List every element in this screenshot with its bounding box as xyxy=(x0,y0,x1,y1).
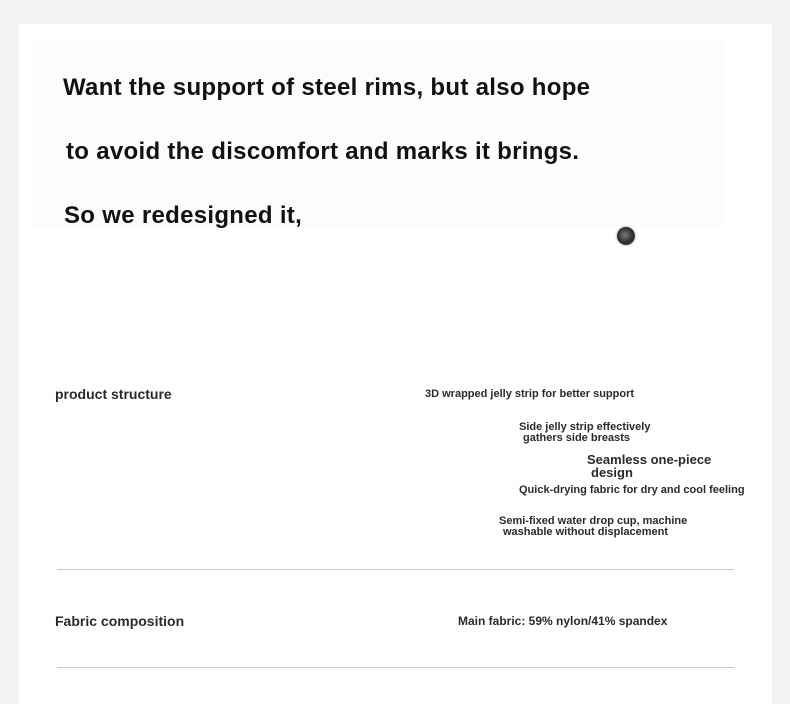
feature-jelly-strip xyxy=(425,389,634,400)
feature-line: design xyxy=(591,465,633,480)
feature-line: Seamless one-piece xyxy=(587,452,712,467)
headline-line-1: Want the support of steel rims, but also hope xyxy=(63,74,591,101)
divider xyxy=(57,667,734,668)
headline-line-3: So we redesigned it, xyxy=(64,202,303,229)
feature-line: washable without displacement xyxy=(503,526,669,538)
feature-line: gathers side breasts xyxy=(523,432,630,444)
feature-seamless xyxy=(587,453,711,479)
product-structure-label: product structure xyxy=(55,386,172,402)
product-dot-icon xyxy=(617,227,635,245)
fabric-composition-value: Main fabric: 59% nylon/41% spandex xyxy=(458,614,668,628)
feature-side-jelly xyxy=(519,422,650,444)
fabric-composition-label: Fabric composition xyxy=(55,613,185,629)
feature-quick-drying xyxy=(519,485,745,496)
feature-line: Semi-fixed water drop cup, machine xyxy=(499,515,688,527)
feature-water-drop-cup xyxy=(499,516,687,538)
headline-box xyxy=(31,39,725,227)
feature-line: Side jelly strip effectively xyxy=(519,421,651,433)
divider xyxy=(57,569,734,570)
feature-line: 3D wrapped jelly strip for better support xyxy=(425,388,635,400)
headline-line-2: to avoid the discomfort and marks it brings. xyxy=(66,138,580,165)
feature-line: Quick-drying fabric for dry and cool feeling xyxy=(519,484,745,496)
